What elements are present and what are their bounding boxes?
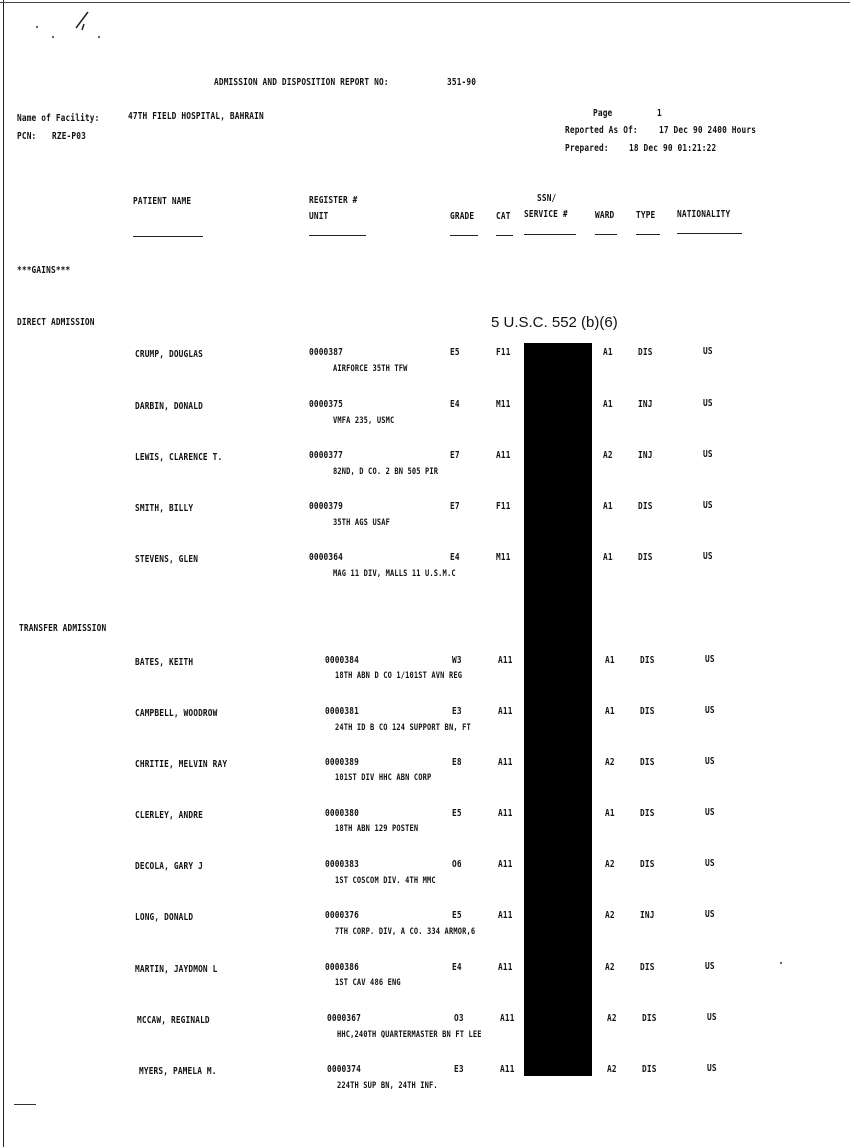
ward: A2 <box>605 962 615 973</box>
nationality: US <box>703 551 713 562</box>
category: A11 <box>498 910 513 921</box>
category: F11 <box>496 501 511 512</box>
category: A11 <box>498 757 513 768</box>
grade: E4 <box>450 399 460 410</box>
column-header-ward: WARD <box>595 210 615 221</box>
register-number: 0000389 <box>325 757 359 768</box>
header-underline <box>309 235 366 236</box>
unit: 24TH ID B CO 124 SUPPORT BN, FT <box>335 723 471 733</box>
speck <box>780 962 782 964</box>
register-number: 0000384 <box>325 655 359 666</box>
unit: VMFA 235, USMC <box>333 416 395 426</box>
reported-label: Reported As Of: <box>565 125 638 136</box>
ward: A1 <box>605 808 615 819</box>
type: INJ <box>638 399 653 410</box>
column-header-grade: GRADE <box>450 211 475 222</box>
type: DIS <box>640 706 655 717</box>
column-header-cat: CAT <box>496 211 511 222</box>
ward: A1 <box>603 501 613 512</box>
patient-name: LEWIS, CLARENCE T. <box>135 452 223 463</box>
unit: 82ND, D CO. 2 BN 505 PIR <box>333 467 439 477</box>
register-number: 0000386 <box>325 962 359 973</box>
register-number: 0000374 <box>327 1064 361 1075</box>
nationality: US <box>705 654 715 665</box>
pcn-label: PCN: <box>17 131 37 142</box>
section-label-direct-admission: DIRECT ADMISSION <box>17 317 95 328</box>
patient-name: MARTIN, JAYDMON L <box>135 964 218 975</box>
ward: A2 <box>605 910 615 921</box>
report-title: ADMISSION AND DISPOSITION REPORT NO: <box>214 77 389 88</box>
category: M11 <box>496 399 511 410</box>
patient-name: DARBIN, DONALD <box>135 401 203 412</box>
patient-name: STEVENS, GLEN <box>135 554 199 565</box>
redaction-block <box>524 343 592 1076</box>
column-header-patient-name: PATIENT NAME <box>133 196 192 207</box>
column-header-ssn: SSN/ <box>537 193 557 204</box>
type: DIS <box>640 859 655 870</box>
report-number: 351-90 <box>447 77 477 88</box>
column-header-nationality: NATIONALITY <box>677 209 731 220</box>
register-number: 0000383 <box>325 859 359 870</box>
category: A11 <box>500 1064 515 1075</box>
redaction-exemption-label: 5 U.S.C. 552 (b)(6) <box>491 314 618 331</box>
category: A11 <box>500 1013 515 1024</box>
type: INJ <box>638 450 653 461</box>
grade: E8 <box>452 757 462 768</box>
ward: A2 <box>607 1013 617 1024</box>
type: DIS <box>640 808 655 819</box>
unit: 7TH CORP. DIV, A CO. 334 ARMOR,6 <box>335 927 476 937</box>
grade: O6 <box>452 859 462 870</box>
patient-name: LONG, DONALD <box>135 912 194 923</box>
grade: E7 <box>450 501 460 512</box>
patient-name: DECOLA, GARY J <box>135 861 203 872</box>
grade: E5 <box>452 910 462 921</box>
unit: 1ST COSCOM DIV. 4TH MMC <box>335 876 436 886</box>
header-underline <box>496 235 513 236</box>
type: DIS <box>640 962 655 973</box>
gains-label: ***GAINS*** <box>17 265 71 276</box>
unit: MAG 11 DIV, MALLS 11 U.S.M.C <box>333 569 456 579</box>
facility-name: 47TH FIELD HOSPITAL, BAHRAIN <box>128 111 264 122</box>
grade: E4 <box>452 962 462 973</box>
pcn-value: RZE-P03 <box>52 131 86 142</box>
register-number: 0000387 <box>309 347 343 358</box>
ward: A1 <box>603 347 613 358</box>
nationality: US <box>703 449 713 460</box>
patient-name: MCCAW, REGINALD <box>137 1015 210 1026</box>
category: A11 <box>496 450 511 461</box>
nationality: US <box>705 858 715 869</box>
header-underline <box>450 235 478 236</box>
type: DIS <box>642 1064 657 1075</box>
pen-mark <box>70 8 100 34</box>
patient-name: CAMPBELL, WOODROW <box>135 708 218 719</box>
patient-name: CLERLEY, ANDRE <box>135 810 203 821</box>
type: DIS <box>638 501 653 512</box>
register-number: 0000379 <box>309 501 343 512</box>
nationality: US <box>705 705 715 716</box>
page-number: 1 <box>657 108 662 119</box>
category: A11 <box>498 962 513 973</box>
nationality: US <box>707 1063 717 1074</box>
unit: 1ST CAV 486 ENG <box>335 978 401 988</box>
type: DIS <box>640 655 655 666</box>
patient-name: CHRITIE, MELVIN RAY <box>135 759 228 770</box>
nationality: US <box>703 346 713 357</box>
ward: A1 <box>605 655 615 666</box>
register-number: 0000381 <box>325 706 359 717</box>
nationality: US <box>705 961 715 972</box>
register-number: 0000380 <box>325 808 359 819</box>
unit: 101ST DIV HHC ABN CORP <box>335 773 432 783</box>
section-label-transfer-admission: TRANSFER ADMISSION <box>19 623 107 634</box>
patient-name: MYERS, PAMELA M. <box>139 1066 217 1077</box>
register-number: 0000376 <box>325 910 359 921</box>
page-mark <box>14 1104 36 1105</box>
speck <box>36 26 38 28</box>
unit: 35TH AGS USAF <box>333 518 390 528</box>
facility-label: Name of Facility: <box>17 113 100 124</box>
grade: W3 <box>452 655 462 666</box>
category: A11 <box>498 706 513 717</box>
speck <box>98 36 100 38</box>
nationality: US <box>705 909 715 920</box>
unit: 224TH SUP BN, 24TH INF. <box>337 1081 438 1091</box>
unit: HHC,240TH QUARTERMASTER BN FT LEE <box>337 1030 482 1040</box>
type: DIS <box>638 347 653 358</box>
grade: E7 <box>450 450 460 461</box>
grade: E3 <box>454 1064 464 1075</box>
register-number: 0000364 <box>309 552 343 563</box>
category: F11 <box>496 347 511 358</box>
type: DIS <box>642 1013 657 1024</box>
type: DIS <box>638 552 653 563</box>
prepared-value: 18 Dec 90 01:21:22 <box>629 143 717 154</box>
patient-name: BATES, KEITH <box>135 657 194 668</box>
column-header-type: TYPE <box>636 210 656 221</box>
page-edge-top <box>0 2 850 3</box>
grade: O3 <box>454 1013 464 1024</box>
header-underline <box>636 234 660 235</box>
nationality: US <box>705 807 715 818</box>
unit: AIRFORCE 35TH TFW <box>333 364 408 374</box>
patient-name: CRUMP, DOUGLAS <box>135 349 203 360</box>
ward: A1 <box>603 399 613 410</box>
type: DIS <box>640 757 655 768</box>
page-label: Page <box>593 108 613 119</box>
register-number: 0000377 <box>309 450 343 461</box>
grade: E5 <box>450 347 460 358</box>
ward: A2 <box>605 757 615 768</box>
nationality: US <box>707 1012 717 1023</box>
nationality: US <box>705 756 715 767</box>
register-number: 0000375 <box>309 399 343 410</box>
ward: A2 <box>605 859 615 870</box>
category: A11 <box>498 859 513 870</box>
column-header-unit: UNIT <box>309 211 329 222</box>
ward: A2 <box>603 450 613 461</box>
type: INJ <box>640 910 655 921</box>
reported-value: 17 Dec 90 2400 Hours <box>659 125 757 136</box>
speck <box>52 36 54 38</box>
ward: A1 <box>603 552 613 563</box>
header-underline <box>595 234 617 235</box>
ward: A1 <box>605 706 615 717</box>
header-underline <box>524 234 576 235</box>
unit: 18TH ABN D CO 1/101ST AVN REG <box>335 671 463 681</box>
nationality: US <box>703 500 713 511</box>
ward: A2 <box>607 1064 617 1075</box>
register-number: 0000367 <box>327 1013 361 1024</box>
grade: E4 <box>450 552 460 563</box>
category: M11 <box>496 552 511 563</box>
page-edge-left <box>3 0 4 1147</box>
header-underline <box>133 236 203 237</box>
prepared-label: Prepared: <box>565 143 609 154</box>
category: A11 <box>498 808 513 819</box>
grade: E3 <box>452 706 462 717</box>
column-header-service: SERVICE # <box>524 209 568 220</box>
grade: E5 <box>452 808 462 819</box>
header-underline <box>677 233 742 234</box>
patient-name: SMITH, BILLY <box>135 503 194 514</box>
nationality: US <box>703 398 713 409</box>
unit: 18TH ABN 129 POSTEN <box>335 824 419 834</box>
category: A11 <box>498 655 513 666</box>
column-header-register: REGISTER # <box>309 195 358 206</box>
